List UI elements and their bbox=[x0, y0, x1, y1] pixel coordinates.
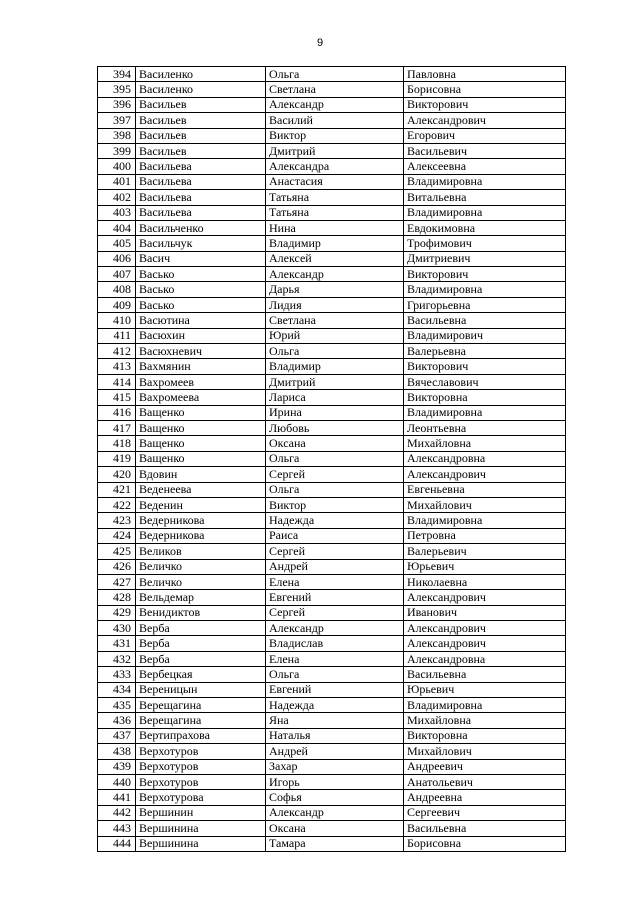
first-name-cell: Яна bbox=[266, 713, 404, 728]
table-row bbox=[98, 528, 566, 543]
patronymic-cell: Сергеевич bbox=[404, 805, 566, 820]
first-name-cell: Ольга bbox=[266, 482, 404, 497]
row-number-cell: 407 bbox=[98, 267, 136, 282]
patronymic-cell: Александровна bbox=[404, 651, 566, 666]
surname-cell: Верба bbox=[136, 621, 266, 636]
table-row bbox=[98, 236, 566, 251]
row-number-cell: 396 bbox=[98, 97, 136, 112]
table-row bbox=[98, 374, 566, 389]
first-name-cell: Сергей bbox=[266, 467, 404, 482]
surname-cell: Верхотуров bbox=[136, 774, 266, 789]
row-number-cell: 423 bbox=[98, 513, 136, 528]
patronymic-cell: Владимирович bbox=[404, 328, 566, 343]
patronymic-cell: Владимировна bbox=[404, 405, 566, 420]
table-row bbox=[98, 590, 566, 605]
surname-cell: Васильев bbox=[136, 143, 266, 158]
row-number-cell: 412 bbox=[98, 344, 136, 359]
table-row bbox=[98, 267, 566, 282]
first-name-cell: Андрей bbox=[266, 744, 404, 759]
row-number-cell: 418 bbox=[98, 436, 136, 451]
surname-cell: Васильева bbox=[136, 174, 266, 189]
first-name-cell: Алексей bbox=[266, 251, 404, 266]
surname-cell: Верба bbox=[136, 651, 266, 666]
patronymic-cell: Викторович bbox=[404, 97, 566, 112]
patronymic-cell: Борисовна bbox=[404, 836, 566, 851]
table-row bbox=[98, 497, 566, 512]
patronymic-cell: Вячеславович bbox=[404, 374, 566, 389]
first-name-cell: Лидия bbox=[266, 297, 404, 312]
patronymic-cell: Александрович bbox=[404, 621, 566, 636]
table-row bbox=[98, 220, 566, 235]
row-number-cell: 438 bbox=[98, 744, 136, 759]
first-name-cell: Оксана bbox=[266, 436, 404, 451]
table-row bbox=[98, 190, 566, 205]
table-row bbox=[98, 405, 566, 420]
first-name-cell: Светлана bbox=[266, 82, 404, 97]
table-row bbox=[98, 67, 566, 82]
table-row bbox=[98, 390, 566, 405]
table-row bbox=[98, 836, 566, 851]
patronymic-cell: Егорович bbox=[404, 128, 566, 143]
first-name-cell: Софья bbox=[266, 790, 404, 805]
surname-cell: Васильева bbox=[136, 190, 266, 205]
first-name-cell: Дмитрий bbox=[266, 143, 404, 158]
surname-cell: Ващенко bbox=[136, 405, 266, 420]
first-name-cell: Анастасия bbox=[266, 174, 404, 189]
patronymic-cell: Владимировна bbox=[404, 174, 566, 189]
table-row bbox=[98, 282, 566, 297]
first-name-cell: Дарья bbox=[266, 282, 404, 297]
table-row bbox=[98, 482, 566, 497]
first-name-cell: Александр bbox=[266, 805, 404, 820]
patronymic-cell: Юрьевич bbox=[404, 559, 566, 574]
surname-cell: Верхотуров bbox=[136, 759, 266, 774]
first-name-cell: Ольга bbox=[266, 67, 404, 82]
table-row bbox=[98, 174, 566, 189]
table-row bbox=[98, 559, 566, 574]
surname-cell: Вельдемар bbox=[136, 590, 266, 605]
patronymic-cell: Михайлович bbox=[404, 744, 566, 759]
row-number-cell: 416 bbox=[98, 405, 136, 420]
surname-cell: Веденин bbox=[136, 497, 266, 512]
patronymic-cell: Анатольевич bbox=[404, 774, 566, 789]
surname-cell: Васюхин bbox=[136, 328, 266, 343]
row-number-cell: 430 bbox=[98, 621, 136, 636]
table-row bbox=[98, 344, 566, 359]
table-row bbox=[98, 328, 566, 343]
row-number-cell: 409 bbox=[98, 297, 136, 312]
surname-cell: Васильев bbox=[136, 97, 266, 112]
patronymic-cell: Алексеевна bbox=[404, 159, 566, 174]
patronymic-cell: Владимировна bbox=[404, 282, 566, 297]
first-name-cell: Ольга bbox=[266, 344, 404, 359]
patronymic-cell: Валерьевна bbox=[404, 344, 566, 359]
patronymic-cell: Евдокимовна bbox=[404, 220, 566, 235]
patronymic-cell: Васильевна bbox=[404, 313, 566, 328]
first-name-cell: Владимир bbox=[266, 236, 404, 251]
surname-cell: Верхотурова bbox=[136, 790, 266, 805]
row-number-cell: 411 bbox=[98, 328, 136, 343]
surname-cell: Вахмянин bbox=[136, 359, 266, 374]
surname-cell: Васько bbox=[136, 267, 266, 282]
surname-cell: Ващенко bbox=[136, 451, 266, 466]
first-name-cell: Виктор bbox=[266, 128, 404, 143]
patronymic-cell: Андреевич bbox=[404, 759, 566, 774]
surname-cell: Васильева bbox=[136, 159, 266, 174]
table-row bbox=[98, 621, 566, 636]
row-number-cell: 405 bbox=[98, 236, 136, 251]
page-number: 9 bbox=[316, 37, 324, 49]
patronymic-cell: Александрович bbox=[404, 636, 566, 651]
table-row bbox=[98, 467, 566, 482]
first-name-cell: Тамара bbox=[266, 836, 404, 851]
row-number-cell: 424 bbox=[98, 528, 136, 543]
first-name-cell: Игорь bbox=[266, 774, 404, 789]
surname-cell: Величко bbox=[136, 559, 266, 574]
row-number-cell: 439 bbox=[98, 759, 136, 774]
row-number-cell: 434 bbox=[98, 682, 136, 697]
patronymic-cell: Борисовна bbox=[404, 82, 566, 97]
table-row bbox=[98, 205, 566, 220]
patronymic-cell: Александровна bbox=[404, 451, 566, 466]
surname-cell: Васильев bbox=[136, 113, 266, 128]
surname-cell: Ващенко bbox=[136, 436, 266, 451]
table-row bbox=[98, 513, 566, 528]
first-name-cell: Владимир bbox=[266, 359, 404, 374]
surname-cell: Величко bbox=[136, 574, 266, 589]
patronymic-cell: Михайловна bbox=[404, 436, 566, 451]
row-number-cell: 421 bbox=[98, 482, 136, 497]
patronymic-cell: Владимировна bbox=[404, 513, 566, 528]
patronymic-cell: Васильевич bbox=[404, 143, 566, 158]
first-name-cell: Ирина bbox=[266, 405, 404, 420]
row-number-cell: 394 bbox=[98, 67, 136, 82]
table-row bbox=[98, 728, 566, 743]
row-number-cell: 401 bbox=[98, 174, 136, 189]
first-name-cell: Сергей bbox=[266, 605, 404, 620]
first-name-cell: Раиса bbox=[266, 528, 404, 543]
row-number-cell: 431 bbox=[98, 636, 136, 651]
first-name-cell: Надежда bbox=[266, 698, 404, 713]
table-row bbox=[98, 651, 566, 666]
row-number-cell: 400 bbox=[98, 159, 136, 174]
patronymic-cell: Трофимович bbox=[404, 236, 566, 251]
first-name-cell: Надежда bbox=[266, 513, 404, 528]
first-name-cell: Александр bbox=[266, 621, 404, 636]
surname-cell: Ведерникова bbox=[136, 528, 266, 543]
surname-cell: Василенко bbox=[136, 82, 266, 97]
patronymic-cell: Викторович bbox=[404, 267, 566, 282]
row-number-cell: 420 bbox=[98, 467, 136, 482]
row-number-cell: 403 bbox=[98, 205, 136, 220]
patronymic-cell: Валерьевич bbox=[404, 544, 566, 559]
surname-cell: Верещагина bbox=[136, 713, 266, 728]
row-number-cell: 433 bbox=[98, 667, 136, 682]
first-name-cell: Андрей bbox=[266, 559, 404, 574]
row-number-cell: 408 bbox=[98, 282, 136, 297]
surname-cell: Васько bbox=[136, 297, 266, 312]
row-number-cell: 410 bbox=[98, 313, 136, 328]
patronymic-cell: Юрьевич bbox=[404, 682, 566, 697]
first-name-cell: Захар bbox=[266, 759, 404, 774]
patronymic-cell: Владимировна bbox=[404, 698, 566, 713]
table-row bbox=[98, 297, 566, 312]
row-number-cell: 414 bbox=[98, 374, 136, 389]
first-name-cell: Александра bbox=[266, 159, 404, 174]
surname-cell: Васильев bbox=[136, 128, 266, 143]
names-table bbox=[97, 66, 566, 852]
patronymic-cell: Иванович bbox=[404, 605, 566, 620]
row-number-cell: 437 bbox=[98, 728, 136, 743]
table-row bbox=[98, 605, 566, 620]
first-name-cell: Нина bbox=[266, 220, 404, 235]
row-number-cell: 427 bbox=[98, 574, 136, 589]
patronymic-cell: Павловна bbox=[404, 67, 566, 82]
patronymic-cell: Александрович bbox=[404, 467, 566, 482]
table-row bbox=[98, 436, 566, 451]
names-table-body bbox=[98, 67, 566, 852]
first-name-cell: Елена bbox=[266, 574, 404, 589]
patronymic-cell: Александрович bbox=[404, 113, 566, 128]
surname-cell: Васильчук bbox=[136, 236, 266, 251]
first-name-cell: Василий bbox=[266, 113, 404, 128]
surname-cell: Васильева bbox=[136, 205, 266, 220]
first-name-cell: Оксана bbox=[266, 821, 404, 836]
table-row bbox=[98, 682, 566, 697]
table-row bbox=[98, 97, 566, 112]
row-number-cell: 436 bbox=[98, 713, 136, 728]
surname-cell: Васич bbox=[136, 251, 266, 266]
patronymic-cell: Викторовна bbox=[404, 390, 566, 405]
surname-cell: Вахромеев bbox=[136, 374, 266, 389]
first-name-cell: Светлана bbox=[266, 313, 404, 328]
table-row bbox=[98, 113, 566, 128]
row-number-cell: 417 bbox=[98, 420, 136, 435]
table-row bbox=[98, 128, 566, 143]
first-name-cell: Александр bbox=[266, 97, 404, 112]
row-number-cell: 441 bbox=[98, 790, 136, 805]
table-row bbox=[98, 759, 566, 774]
surname-cell: Ващенко bbox=[136, 420, 266, 435]
patronymic-cell: Васильевна bbox=[404, 667, 566, 682]
table-row bbox=[98, 451, 566, 466]
patronymic-cell: Михайловна bbox=[404, 713, 566, 728]
first-name-cell: Виктор bbox=[266, 497, 404, 512]
table-row bbox=[98, 159, 566, 174]
first-name-cell: Александр bbox=[266, 267, 404, 282]
table-row bbox=[98, 698, 566, 713]
row-number-cell: 425 bbox=[98, 544, 136, 559]
patronymic-cell: Леонтьевна bbox=[404, 420, 566, 435]
surname-cell: Вертипрахова bbox=[136, 728, 266, 743]
surname-cell: Василенко bbox=[136, 67, 266, 82]
patronymic-cell: Григорьевна bbox=[404, 297, 566, 312]
table-row bbox=[98, 82, 566, 97]
surname-cell: Веденеева bbox=[136, 482, 266, 497]
row-number-cell: 435 bbox=[98, 698, 136, 713]
first-name-cell: Ольга bbox=[266, 451, 404, 466]
surname-cell: Вереницын bbox=[136, 682, 266, 697]
first-name-cell: Елена bbox=[266, 651, 404, 666]
patronymic-cell: Андреевна bbox=[404, 790, 566, 805]
surname-cell: Вахромеева bbox=[136, 390, 266, 405]
row-number-cell: 432 bbox=[98, 651, 136, 666]
row-number-cell: 399 bbox=[98, 143, 136, 158]
surname-cell: Вдовин bbox=[136, 467, 266, 482]
row-number-cell: 429 bbox=[98, 605, 136, 620]
first-name-cell: Ольга bbox=[266, 667, 404, 682]
row-number-cell: 406 bbox=[98, 251, 136, 266]
table-row bbox=[98, 713, 566, 728]
table-row bbox=[98, 821, 566, 836]
row-number-cell: 397 bbox=[98, 113, 136, 128]
first-name-cell: Евгений bbox=[266, 590, 404, 605]
row-number-cell: 444 bbox=[98, 836, 136, 851]
table-row bbox=[98, 744, 566, 759]
row-number-cell: 419 bbox=[98, 451, 136, 466]
table-row bbox=[98, 636, 566, 651]
surname-cell: Вершинина bbox=[136, 836, 266, 851]
first-name-cell: Юрий bbox=[266, 328, 404, 343]
patronymic-cell: Николаевна bbox=[404, 574, 566, 589]
patronymic-cell: Дмитриевич bbox=[404, 251, 566, 266]
table-row bbox=[98, 251, 566, 266]
table-row bbox=[98, 544, 566, 559]
row-number-cell: 415 bbox=[98, 390, 136, 405]
row-number-cell: 422 bbox=[98, 497, 136, 512]
surname-cell: Васюхневич bbox=[136, 344, 266, 359]
patronymic-cell: Александрович bbox=[404, 590, 566, 605]
surname-cell: Васютина bbox=[136, 313, 266, 328]
row-number-cell: 440 bbox=[98, 774, 136, 789]
row-number-cell: 402 bbox=[98, 190, 136, 205]
row-number-cell: 428 bbox=[98, 590, 136, 605]
row-number-cell: 443 bbox=[98, 821, 136, 836]
table-row bbox=[98, 805, 566, 820]
patronymic-cell: Петровна bbox=[404, 528, 566, 543]
table-row bbox=[98, 313, 566, 328]
surname-cell: Васько bbox=[136, 282, 266, 297]
row-number-cell: 426 bbox=[98, 559, 136, 574]
surname-cell: Вершинин bbox=[136, 805, 266, 820]
patronymic-cell: Евгеньевна bbox=[404, 482, 566, 497]
table-row bbox=[98, 667, 566, 682]
row-number-cell: 413 bbox=[98, 359, 136, 374]
first-name-cell: Татьяна bbox=[266, 190, 404, 205]
first-name-cell: Наталья bbox=[266, 728, 404, 743]
surname-cell: Верхотуров bbox=[136, 744, 266, 759]
patronymic-cell: Витальевна bbox=[404, 190, 566, 205]
surname-cell: Верба bbox=[136, 636, 266, 651]
surname-cell: Ведерникова bbox=[136, 513, 266, 528]
first-name-cell: Евгений bbox=[266, 682, 404, 697]
table-row bbox=[98, 774, 566, 789]
surname-cell: Вербецкая bbox=[136, 667, 266, 682]
first-name-cell: Дмитрий bbox=[266, 374, 404, 389]
surname-cell: Великов bbox=[136, 544, 266, 559]
row-number-cell: 398 bbox=[98, 128, 136, 143]
table-row bbox=[98, 143, 566, 158]
table-row bbox=[98, 359, 566, 374]
row-number-cell: 404 bbox=[98, 220, 136, 235]
row-number-cell: 442 bbox=[98, 805, 136, 820]
patronymic-cell: Викторовна bbox=[404, 728, 566, 743]
row-number-cell: 395 bbox=[98, 82, 136, 97]
first-name-cell: Владислав bbox=[266, 636, 404, 651]
first-name-cell: Сергей bbox=[266, 544, 404, 559]
table-row bbox=[98, 574, 566, 589]
table-row bbox=[98, 790, 566, 805]
surname-cell: Васильченко bbox=[136, 220, 266, 235]
patronymic-cell: Михайлович bbox=[404, 497, 566, 512]
surname-cell: Вершинина bbox=[136, 821, 266, 836]
surname-cell: Верещагина bbox=[136, 698, 266, 713]
patronymic-cell: Викторович bbox=[404, 359, 566, 374]
first-name-cell: Татьяна bbox=[266, 205, 404, 220]
patronymic-cell: Васильевна bbox=[404, 821, 566, 836]
patronymic-cell: Владимировна bbox=[404, 205, 566, 220]
first-name-cell: Любовь bbox=[266, 420, 404, 435]
first-name-cell: Лариса bbox=[266, 390, 404, 405]
table-row bbox=[98, 420, 566, 435]
surname-cell: Венидиктов bbox=[136, 605, 266, 620]
